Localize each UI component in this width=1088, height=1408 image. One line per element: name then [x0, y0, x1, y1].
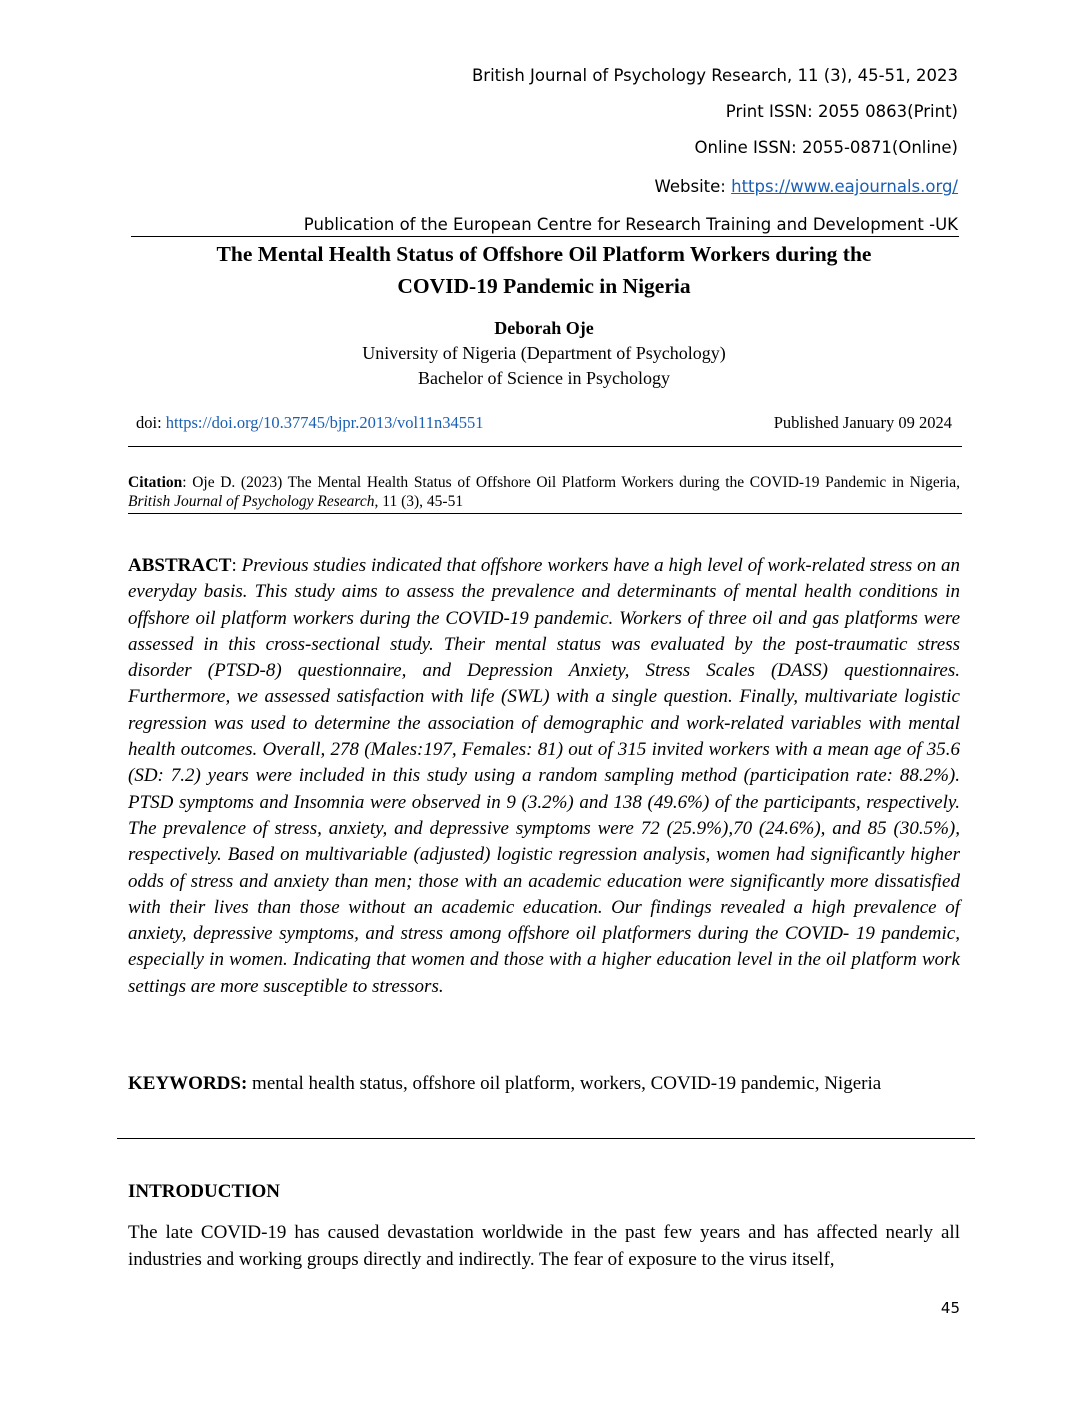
- doi-label: doi:: [136, 413, 166, 432]
- abstract-text: Previous studies indicated that offshore workers have a high level of work-related stress on an everyday basis. This study aims to assess the prevalence and determinants of mental health conditions in offshore oil platform workers during the COVID-19 pandemic. Workers of three oil and gas platforms were assessed in this cross-sectional study. Their mental status was evaluated by the post-traumatic stress disorder (PTSD-8) questionnaire, and Depression Anxiety, Stress Scales (DASS) questionnaires. Furthermore, we assessed satisfaction with life (SWL) with a single question. Finally, multivariate logistic regression was used to determine the association of demographic and work-related variables with mental health outcomes. Overall, 278 (Males:197, Females: 81) out of 315 invited workers with a mean age of 35.6 (SD: 7.2) years were included in this study using a random sampling method (participation rate: 88.2%). PTSD symptoms and Insomnia were observed in 9 (3.2%) and 138 (49.6%) of the participants, respectively. The prevalence of stress, anxiety, and depressive symptoms were 72 (25.9%),70 (24.6%), and 85 (30.5%), respectively. Based on multivariable (adjusted) logistic regression analysis, women had significantly higher odds of stress and anxiety than men; those with an academic education were significantly more dissatisfied with their lives than those without an academic education. Our findings revealed a high prevalence of anxiety, depressive symptoms, and stress among offshore oil platformers during the COVID- 19 pandemic, especially in women. Indicating that women and those with a higher education level in the oil platform work settings are more susceptible to stressors.: [128, 555, 960, 997]
- keywords-rule: [117, 1138, 975, 1139]
- citation-journal: British Journal of Psychology Research: [128, 493, 375, 510]
- citation-label: Citation: [128, 474, 183, 491]
- citation-text: : Oje D. (2023) The Mental Health Status of Offshore Oil Platform Workers during the COVID-19 Pandemic in Nigeria,: [182, 474, 960, 491]
- keywords-label: KEYWORDS:: [128, 1073, 248, 1094]
- online-issn: Online ISSN: 2055-0871(Online): [694, 138, 958, 157]
- author-affiliation: University of Nigeria (Department of Psychology): [362, 343, 726, 363]
- author-name: Deborah Oje: [494, 318, 594, 338]
- abstract-label: ABSTRACT: [128, 555, 232, 576]
- website-line: [655, 177, 958, 196]
- journal-reference: British Journal of Psychology Research, 11 (3), 45-51, 2023: [471, 66, 958, 85]
- publisher-line: Publication of the European Centre for Research Training and Development -UK: [303, 215, 958, 234]
- website-label: Website:: [654, 177, 732, 196]
- header-rule: [131, 236, 959, 237]
- paper-title-line-2: COVID-19 Pandemic in Nigeria: [397, 274, 691, 298]
- published-date: Published January 09 2024: [773, 413, 952, 432]
- doi-line: [136, 413, 483, 433]
- abstract: ABSTRACT: Previous studies indicated that offshore workers have a high level of work-related stress on an everyday basis. This study aims to assess the prevalence and determinants of mental health conditions in offshore oil platform workers during the COVID-19 pandemic. Workers of three oil and gas platforms were assessed in this cross-sectional study. Their mental status was evaluated by the post-traumatic stress disorder (PTSD-8) questionnaire, and Depression Anxiety, Stress Scales (DASS) questionnaires. Furthermore, we assessed satisfaction with life (SWL) with a single question. Finally, multivariate logistic regression was used to determine the association of demographic and work-related variables with mental health outcomes. Overall, 278 (Males:197, Females: 81) out of 315 invited workers with a mean age of 35.6 (SD: 7.2) years were included in this study using a random sampling method (participation rate: 88.2%). PTSD symptoms and Insomnia were observed in 9 (3.2%) and 138 (49.6%) of the participants, respectively. The prevalence of stress, anxiety, and depressive symptoms were 72 (25.9%),70 (24.6%), and 85 (30.5%), respectively. Based on multivariable (adjusted) logistic regression analysis, women had significantly higher odds of stress and anxiety than men; those with an academic education were significantly more dissatisfied with their lives than those without an academic education. Our findings revealed a high prevalence of anxiety, depressive symptoms, and stress among offshore oil platformers during the COVID- 19 pandemic, especially in women. Indicating that women and those with a higher education level in the oil platform work settings are more susceptible to stressors.: [128, 555, 960, 997]
- page-number: 45: [940, 1299, 960, 1317]
- website-link[interactable]: https://www.eajournals.org/: [731, 177, 958, 196]
- introduction-heading: INTRODUCTION: [128, 1181, 281, 1202]
- keywords: [128, 1071, 960, 1097]
- keywords-text: mental health status, offshore oil platform, workers, COVID-19 pandemic, Nigeria: [247, 1073, 882, 1094]
- author-degree: Bachelor of Science in Psychology: [418, 368, 670, 388]
- paper-title-line-1: The Mental Health Status of Offshore Oil Platform Workers during the: [216, 242, 872, 266]
- citation-details: , 11 (3), 45-51: [374, 493, 464, 510]
- print-issn: Print ISSN: 2055 0863(Print): [725, 102, 958, 121]
- citation-rule: [128, 513, 962, 514]
- doi-link[interactable]: https://doi.org/10.37745/bjpr.2013/vol11n34551: [165, 413, 484, 432]
- citation: [128, 473, 960, 511]
- introduction-text: The late COVID-19 has caused devastation worldwide in the past few years and has affected nearly all industries and working groups directly and indirectly. The fear of exposure to the virus itself,: [128, 1222, 960, 1270]
- doi-rule: [128, 446, 962, 447]
